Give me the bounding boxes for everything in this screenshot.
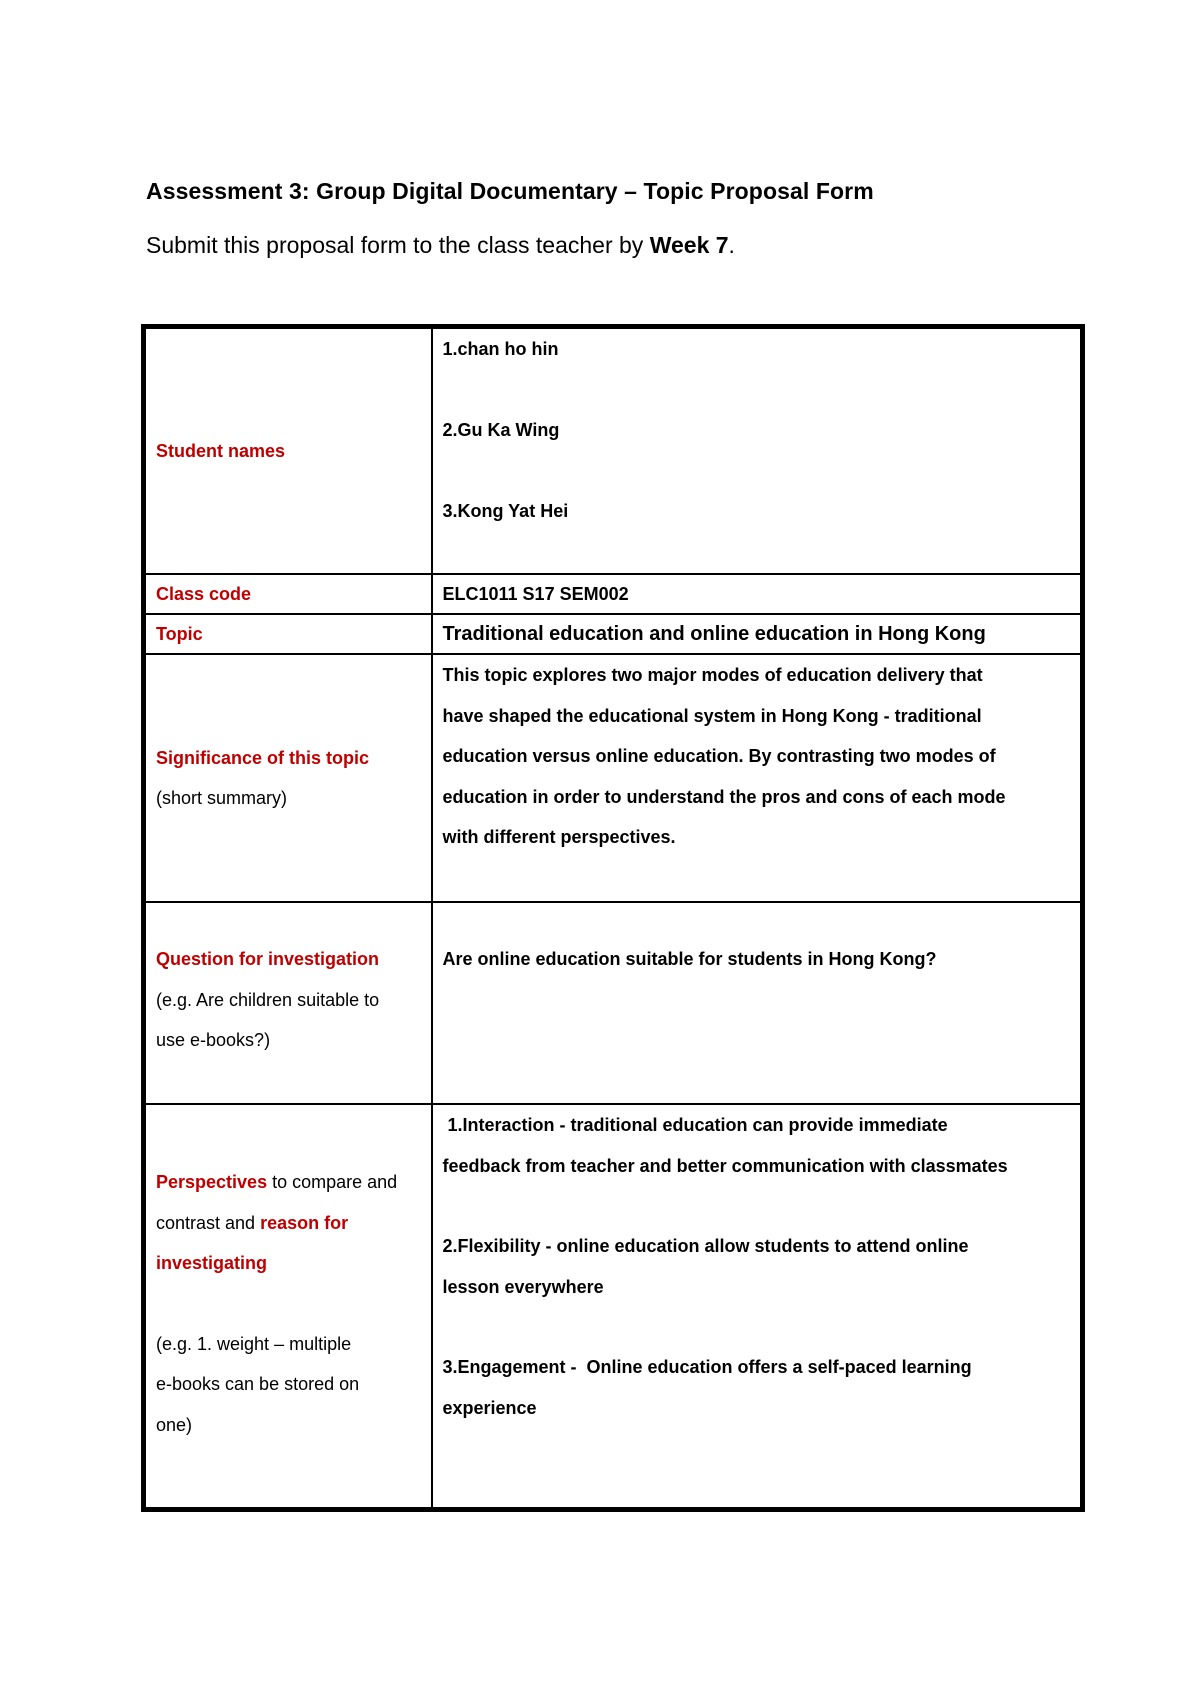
page-subtitle: [146, 232, 735, 259]
significance-summary: [443, 655, 1071, 858]
topic-label-cell: [144, 614, 432, 654]
student-names-value-cell: [432, 327, 1083, 575]
perspectives-label-cell: [144, 1104, 432, 1510]
student-names-label: Student names: [156, 440, 286, 461]
summary-line: education versus online education. By contrasting two modes of: [442, 746, 996, 766]
proposal-form-table: [141, 324, 1085, 1512]
subtitle-end: .: [728, 232, 735, 258]
class-code-value: ELC1011 S17 SEM002: [442, 584, 629, 604]
topic-value-cell: [432, 614, 1083, 654]
significance-row: [144, 654, 1083, 902]
perspectives-row: [144, 1104, 1083, 1510]
question-label-cell: [144, 902, 432, 1104]
student-names-label-cell: [144, 327, 432, 575]
perspectives-list: [443, 1105, 1071, 1428]
significance-sublabel: (short summary): [156, 788, 288, 808]
subtitle-deadline: Week 7: [649, 232, 729, 258]
summary-line: education in order to understand the pros and cons of each mode: [442, 786, 1006, 807]
perspectives-label-red: Perspectives: [156, 1172, 268, 1192]
page-title: Assessment 3: Group Digital Documentary – Topic Proposal Form: [146, 178, 874, 204]
perspective-item-line: 2.Flexibility - online education allow students to attend online: [442, 1236, 969, 1256]
question-label: Question for investigation: [156, 949, 380, 969]
question-example-line: (e.g. Are children suitable to: [156, 989, 380, 1010]
perspectives-label: [156, 1105, 421, 1445]
class-code-row: [144, 574, 1083, 614]
student-name: 3.Kong Yat Hei: [442, 501, 569, 521]
class-code-value-cell: [432, 574, 1083, 614]
perspective-item-line: 1.Interaction - traditional education can provide immediate: [442, 1115, 948, 1135]
summary-line: with different perspectives.: [442, 827, 676, 847]
perspectives-value-cell: [432, 1104, 1083, 1510]
perspective-item-line: experience: [442, 1397, 537, 1418]
perspectives-example-line: e-books can be stored on: [156, 1374, 360, 1394]
question-row: [144, 902, 1083, 1104]
student-name: 1.chan ho hin: [442, 339, 559, 359]
student-names-list: [443, 329, 1071, 531]
question-value: Are online education suitable for students in Hong Kong?: [442, 949, 937, 969]
perspective-item-line: 3.Engagement - Online education offers a self-paced learning: [442, 1357, 972, 1377]
perspectives-label-text: to compare and: [267, 1172, 398, 1192]
perspectives-example-line: one): [156, 1414, 193, 1435]
student-names-row: [144, 327, 1083, 575]
class-code-label-cell: [144, 574, 432, 614]
perspectives-label-red: reason for: [260, 1212, 349, 1233]
topic-value: Traditional education and online education in Hong Kong: [442, 623, 986, 645]
significance-label-cell: [144, 654, 432, 902]
perspectives-label-text: contrast and: [156, 1212, 261, 1233]
perspectives-label-red: investigating: [156, 1253, 268, 1273]
significance-label: Significance of this topic: [156, 747, 370, 768]
summary-line: This topic explores two major modes of education delivery that: [442, 665, 983, 685]
summary-line: have shaped the educational system in Hong Kong - traditional: [442, 705, 982, 726]
perspectives-example-line: (e.g. 1. weight – multiple: [156, 1333, 352, 1354]
student-name: 2.Gu Ka Wing: [442, 420, 560, 440]
question-example-line: use e-books?): [156, 1030, 271, 1050]
perspective-item-line: lesson everywhere: [442, 1276, 604, 1297]
class-code-label: Class code: [156, 584, 252, 604]
question-value-cell: [432, 902, 1083, 1104]
perspective-item-line: feedback from teacher and better communication with classmates: [442, 1155, 1008, 1176]
subtitle-text: Submit this proposal form to the class teacher by: [146, 232, 650, 258]
topic-row: [144, 614, 1083, 654]
topic-label: Topic: [156, 624, 203, 644]
significance-value-cell: [432, 654, 1083, 902]
